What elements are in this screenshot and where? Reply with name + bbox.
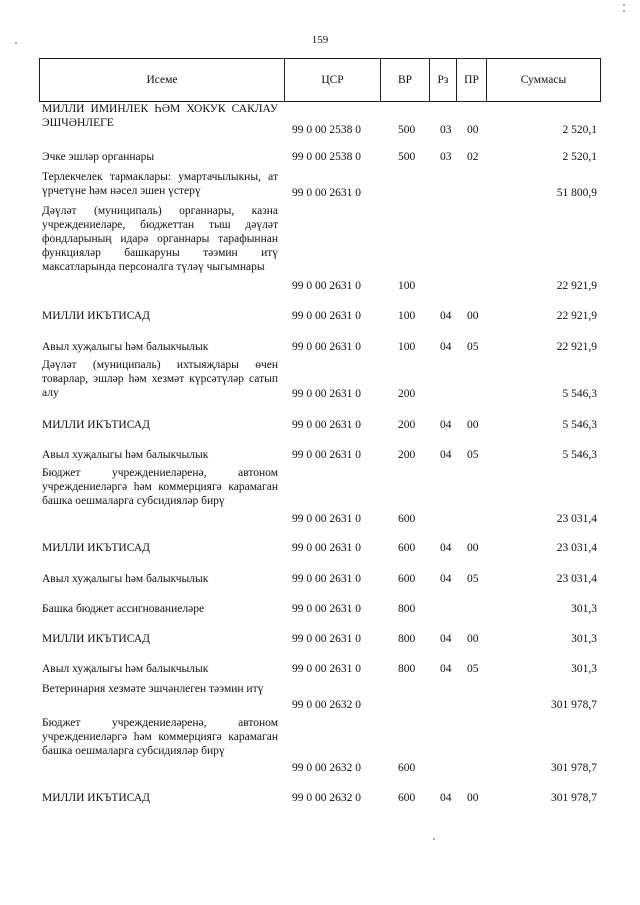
row-pr: 05 xyxy=(467,341,479,353)
row-vr: 500 xyxy=(398,151,416,163)
row-sum: 301 978,7 xyxy=(551,792,597,804)
row-csr: 99 0 00 2631 0 xyxy=(292,633,361,645)
row-name: МИЛЛИ ИКЪТИСАД xyxy=(42,419,150,431)
row-name: Терлекчелек тармаклары: умартачылыкны, ат үрчетүне һәм нәсел эшен үстерү xyxy=(42,171,278,197)
row-name: Дәүләт (муниципаль) органнары, казна учреждениеләре, бюджеттан тыш дәүләт фондларының идарә органнары тарафыннан функцияләр башкаруны тәэмин итү максатларында персоналга түләү чыгымнары xyxy=(42,205,278,273)
scan-speck xyxy=(433,838,435,840)
row-name: Бюджет учреждениеләренә, автоном учреждениеләргә һәм коммерциягә карамаган башка оешмаларга субсидияләр бирү xyxy=(42,467,278,507)
row-sum: 2 520,1 xyxy=(562,151,597,163)
row-vr: 200 xyxy=(398,419,416,431)
row-rz: 03 xyxy=(440,151,452,163)
row-name: Башка бюджет ассигнованиеләре xyxy=(42,603,205,615)
row-vr: 800 xyxy=(398,603,416,615)
row-sum: 5 546,3 xyxy=(562,419,597,431)
row-rz: 04 xyxy=(440,573,452,585)
row-name: МИЛЛИ ИКЪТИСАД xyxy=(42,633,150,645)
row-csr: 99 0 00 2632 0 xyxy=(292,792,361,804)
row-sum: 301 978,7 xyxy=(551,762,597,774)
row-csr: 99 0 00 2631 0 xyxy=(292,187,361,199)
row-name: МИЛЛИ ИКЪТИСАД xyxy=(42,310,150,322)
row-csr: 99 0 00 2631 0 xyxy=(292,341,361,353)
row-name: Авыл хуҗалыгы һәм балыкчылык xyxy=(42,449,209,461)
row-sum: 301 978,7 xyxy=(551,699,597,711)
row-rz: 04 xyxy=(440,792,452,804)
row-csr: 99 0 00 2538 0 xyxy=(292,124,361,136)
row-csr: 99 0 00 2631 0 xyxy=(292,663,361,675)
row-sum: 22 921,9 xyxy=(556,341,597,353)
row-vr: 600 xyxy=(398,792,416,804)
header-rz: Рз xyxy=(430,59,457,101)
header-name: Исеме xyxy=(40,59,285,101)
row-name: Эчке эшләр органнары xyxy=(42,151,155,163)
row-pr: 00 xyxy=(467,124,479,136)
row-sum: 5 546,3 xyxy=(562,388,597,400)
row-rz: 04 xyxy=(440,449,452,461)
row-rz: 04 xyxy=(440,542,452,554)
row-rz: 03 xyxy=(440,124,452,136)
header-pr: ПР xyxy=(457,59,487,101)
row-vr: 200 xyxy=(398,388,416,400)
row-pr: 05 xyxy=(467,449,479,461)
scan-speck xyxy=(623,10,625,12)
row-csr: 99 0 00 2631 0 xyxy=(292,542,361,554)
row-pr: 00 xyxy=(467,633,479,645)
row-sum: 22 921,9 xyxy=(556,310,597,322)
row-sum: 301,3 xyxy=(571,603,597,615)
row-sum: 23 031,4 xyxy=(556,542,597,554)
scan-speck xyxy=(15,42,17,44)
row-sum: 301,3 xyxy=(571,633,597,645)
row-sum: 301,3 xyxy=(571,663,597,675)
row-sum: 22 921,9 xyxy=(556,280,597,292)
row-sum: 23 031,4 xyxy=(556,513,597,525)
row-name: Ветеринария хезмәте эшчәнлеген тәэмин итү xyxy=(42,683,264,695)
row-pr: 05 xyxy=(467,663,479,675)
row-name: Бюджет учреждениеләренә, автоном учреждениеләргә һәм коммерциягә карамаган башка оешмаларга субсидияләр бирү xyxy=(42,717,278,757)
row-csr: 99 0 00 2631 0 xyxy=(292,603,361,615)
row-csr: 99 0 00 2631 0 xyxy=(292,513,361,525)
row-csr: 99 0 00 2631 0 xyxy=(292,310,361,322)
row-pr: 02 xyxy=(467,151,479,163)
row-vr: 800 xyxy=(398,633,416,645)
row-rz: 04 xyxy=(440,341,452,353)
row-csr: 99 0 00 2631 0 xyxy=(292,388,361,400)
row-name: Авыл хуҗалыгы һәм балыкчылык xyxy=(42,341,209,353)
row-sum: 2 520,1 xyxy=(562,124,597,136)
row-name: Дәүләт (муниципаль) ихтыяҗлары өчен товарлар, эшләр һәм хезмәт күрсәтүләр сатып алу xyxy=(42,359,278,399)
row-name: МИЛЛИ ИКЪТИСАД xyxy=(42,542,150,554)
row-rz: 04 xyxy=(440,310,452,322)
row-vr: 600 xyxy=(398,513,416,525)
row-csr: 99 0 00 2631 0 xyxy=(292,449,361,461)
row-csr: 99 0 00 2538 0 xyxy=(292,151,361,163)
row-rz: 04 xyxy=(440,663,452,675)
row-pr: 00 xyxy=(467,542,479,554)
row-name: Авыл хуҗалыгы һәм балыкчылык xyxy=(42,573,209,585)
scan-speck xyxy=(623,4,625,6)
row-sum: 5 546,3 xyxy=(562,449,597,461)
row-vr: 100 xyxy=(398,341,416,353)
row-vr: 200 xyxy=(398,449,416,461)
row-rz: 04 xyxy=(440,633,452,645)
row-sum: 23 031,4 xyxy=(556,573,597,585)
row-name: Авыл хуҗалыгы һәм балыкчылык xyxy=(42,663,209,675)
row-csr: 99 0 00 2631 0 xyxy=(292,573,361,585)
page-number: 159 xyxy=(311,34,329,46)
row-vr: 600 xyxy=(398,573,416,585)
row-csr: 99 0 00 2631 0 xyxy=(292,280,361,292)
row-name: МИЛЛИ ИКЪТИСАД xyxy=(42,792,150,804)
row-name: МИЛЛИ ИМИНЛЕК ҺӘМ ХОКУК САКЛАУ ЭШЧӘНЛЕГЕ xyxy=(42,103,278,129)
row-csr: 99 0 00 2632 0 xyxy=(292,699,361,711)
row-pr: 00 xyxy=(467,419,479,431)
table-header xyxy=(39,58,601,102)
row-sum: 51 800,9 xyxy=(556,187,597,199)
header-sum: Суммасы xyxy=(520,74,567,86)
row-vr: 800 xyxy=(398,663,416,675)
row-vr: 500 xyxy=(398,124,416,136)
row-vr: 600 xyxy=(398,542,416,554)
header-csr: ЦСР xyxy=(285,59,381,101)
header-vr: ВР xyxy=(381,59,430,101)
row-vr: 600 xyxy=(398,762,416,774)
row-vr: 100 xyxy=(398,310,416,322)
row-pr: 00 xyxy=(467,310,479,322)
row-csr: 99 0 00 2632 0 xyxy=(292,762,361,774)
row-pr: 00 xyxy=(467,792,479,804)
row-rz: 04 xyxy=(440,419,452,431)
row-pr: 05 xyxy=(467,573,479,585)
row-vr: 100 xyxy=(398,280,416,292)
row-csr: 99 0 00 2631 0 xyxy=(292,419,361,431)
